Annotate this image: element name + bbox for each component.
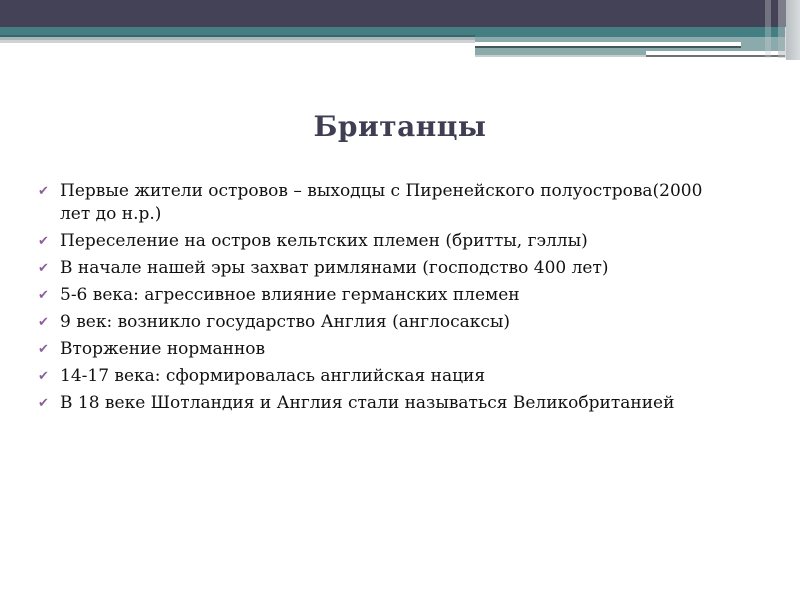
checkmark-icon: ✔: [38, 261, 49, 276]
bullet-text: Переселение на остров кельтских племен (бритты, гэллы): [60, 231, 588, 251]
bullet-item: [38, 284, 738, 307]
header-bottom-line: [475, 55, 646, 57]
bullet-item: [38, 392, 738, 415]
checkmark-icon: ✔: [38, 396, 49, 411]
bullet-text: В начале нашей эры захват римлянами (господство 400 лет): [60, 258, 609, 278]
bullet-text: 5-6 века: агрессивное влияние германских племен: [60, 285, 520, 305]
bullet-item: [38, 180, 738, 226]
bullet-text: Первые жители островов – выходцы с Пиренейского полуострова(2000 лет до н.р.): [60, 181, 703, 224]
header-edge-fade-2: [778, 0, 786, 58]
checkmark-icon: ✔: [38, 184, 49, 199]
bullet-text: В 18 веке Шотландия и Англия стали называться Великобританией: [60, 393, 675, 413]
header-dark-band: [0, 0, 800, 27]
bullet-list: [38, 180, 738, 419]
slide-title: Британцы: [313, 110, 487, 143]
bullet-text: 14-17 века: сформировалась английская нация: [60, 366, 486, 386]
header-edge-fade: [765, 0, 771, 58]
bullet-item: [38, 311, 738, 334]
bullet-item: [38, 257, 738, 280]
header-dark-line: [475, 46, 741, 48]
bullet-item: [38, 230, 738, 253]
checkmark-icon: ✔: [38, 342, 49, 357]
bullet-text: Вторжение норманнов: [60, 339, 266, 359]
checkmark-icon: ✔: [38, 369, 49, 384]
bullet-text: 9 век: возникло государство Англия (англосаксы): [60, 312, 511, 332]
header-light-strip: [0, 40, 475, 43]
checkmark-icon: ✔: [38, 315, 49, 330]
checkmark-icon: ✔: [38, 288, 49, 303]
bullet-item: [38, 365, 738, 388]
header-edge-fade-3: [786, 0, 800, 60]
checkmark-icon: ✔: [38, 234, 49, 249]
bullet-item: [38, 338, 738, 361]
